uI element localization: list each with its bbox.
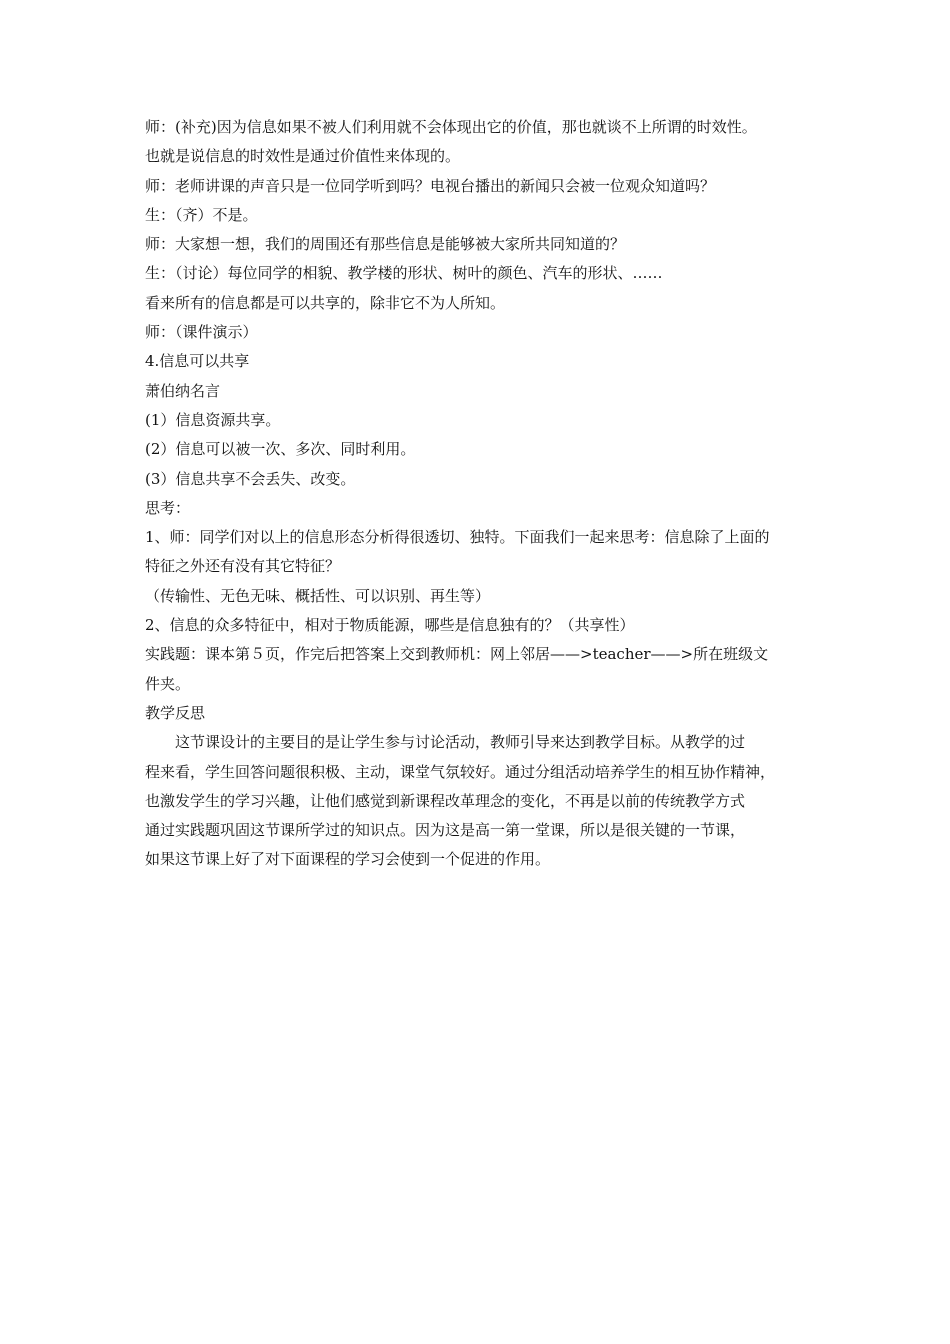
list-item: (1）信息资源共享。 — [145, 410, 281, 429]
text-line: 件夹。 — [145, 674, 191, 693]
paragraph-line: 也激发学生的学习兴趣，让他们感觉到新课程改革理念的变化，不再是以前的传统教学方式 — [145, 791, 746, 810]
text-line: 也就是说信息的时效性是通过价值性来体现的。 — [145, 147, 461, 166]
section-heading: 思考： — [145, 498, 191, 517]
text-line: 生：（齐）不是。 — [145, 205, 258, 224]
text-line: 特征之外还有没有其它特征？ — [145, 557, 341, 576]
text-line: 萧伯纳名言 — [145, 381, 221, 400]
paragraph-line: 这节课设计的主要目的是让学生参与讨论活动，教师引导来达到教学目标。从教学的过 — [175, 733, 746, 752]
text-line: 2、信息的众多特征中，相对于物质能源，哪些是信息独有的？（共享性） — [145, 616, 635, 635]
list-item: (3）信息共享不会丢失、改变。 — [145, 469, 356, 488]
text-line: 看来所有的信息都是可以共享的，除非它不为人所知。 — [145, 293, 506, 312]
section-heading: 教学反思 — [145, 703, 206, 722]
text-line: 师：（课件演示） — [145, 323, 258, 342]
text-line: 师：(补充)因为信息如果不被人们利用就不会体现出它的价值，那也就谈不上所谓的时效性。 — [145, 118, 757, 136]
text-line: （传输性、无色无味、概括性、可以识别、再生等） — [145, 586, 491, 605]
text-line: 生：（讨论）每位同学的相貌、教学楼的形状、树叶的颜色、汽车的形状、…… — [145, 264, 663, 283]
document-body — [145, 113, 815, 875]
list-item: (2）信息可以被一次、多次、同时利用。 — [145, 440, 416, 459]
paragraph-line: 如果这节课上好了对下面课程的学习会使到一个促进的作用。 — [145, 850, 551, 869]
section-heading: 4.信息可以共享 — [145, 352, 250, 371]
text-line: 实践题：课本第５页，作完后把答案上交到教师机：网上邻居——>teacher——>所在班级文 — [145, 645, 769, 664]
text-line: 师：大家想一想，我们的周围还有那些信息是能够被大家所共同知道的？ — [145, 235, 626, 254]
text-line: 师：老师讲课的声音只是一位同学听到吗？电视台播出的新闻只会被一位观众知道吗？ — [145, 176, 716, 195]
paragraph-line: 通过实践题巩固这节课所学过的知识点。因为这是高一第一堂课，所以是很关键的一节课， — [145, 821, 746, 840]
paragraph-line: 程来看，学生回答问题很积极、主动，课堂气氛较好。通过分组活动培养学生的相互协作精神， — [145, 762, 776, 781]
text-line: 1、师：同学们对以上的信息形态分析得很透切、独特。下面我们一起来思考：信息除了上面的 — [145, 528, 770, 547]
